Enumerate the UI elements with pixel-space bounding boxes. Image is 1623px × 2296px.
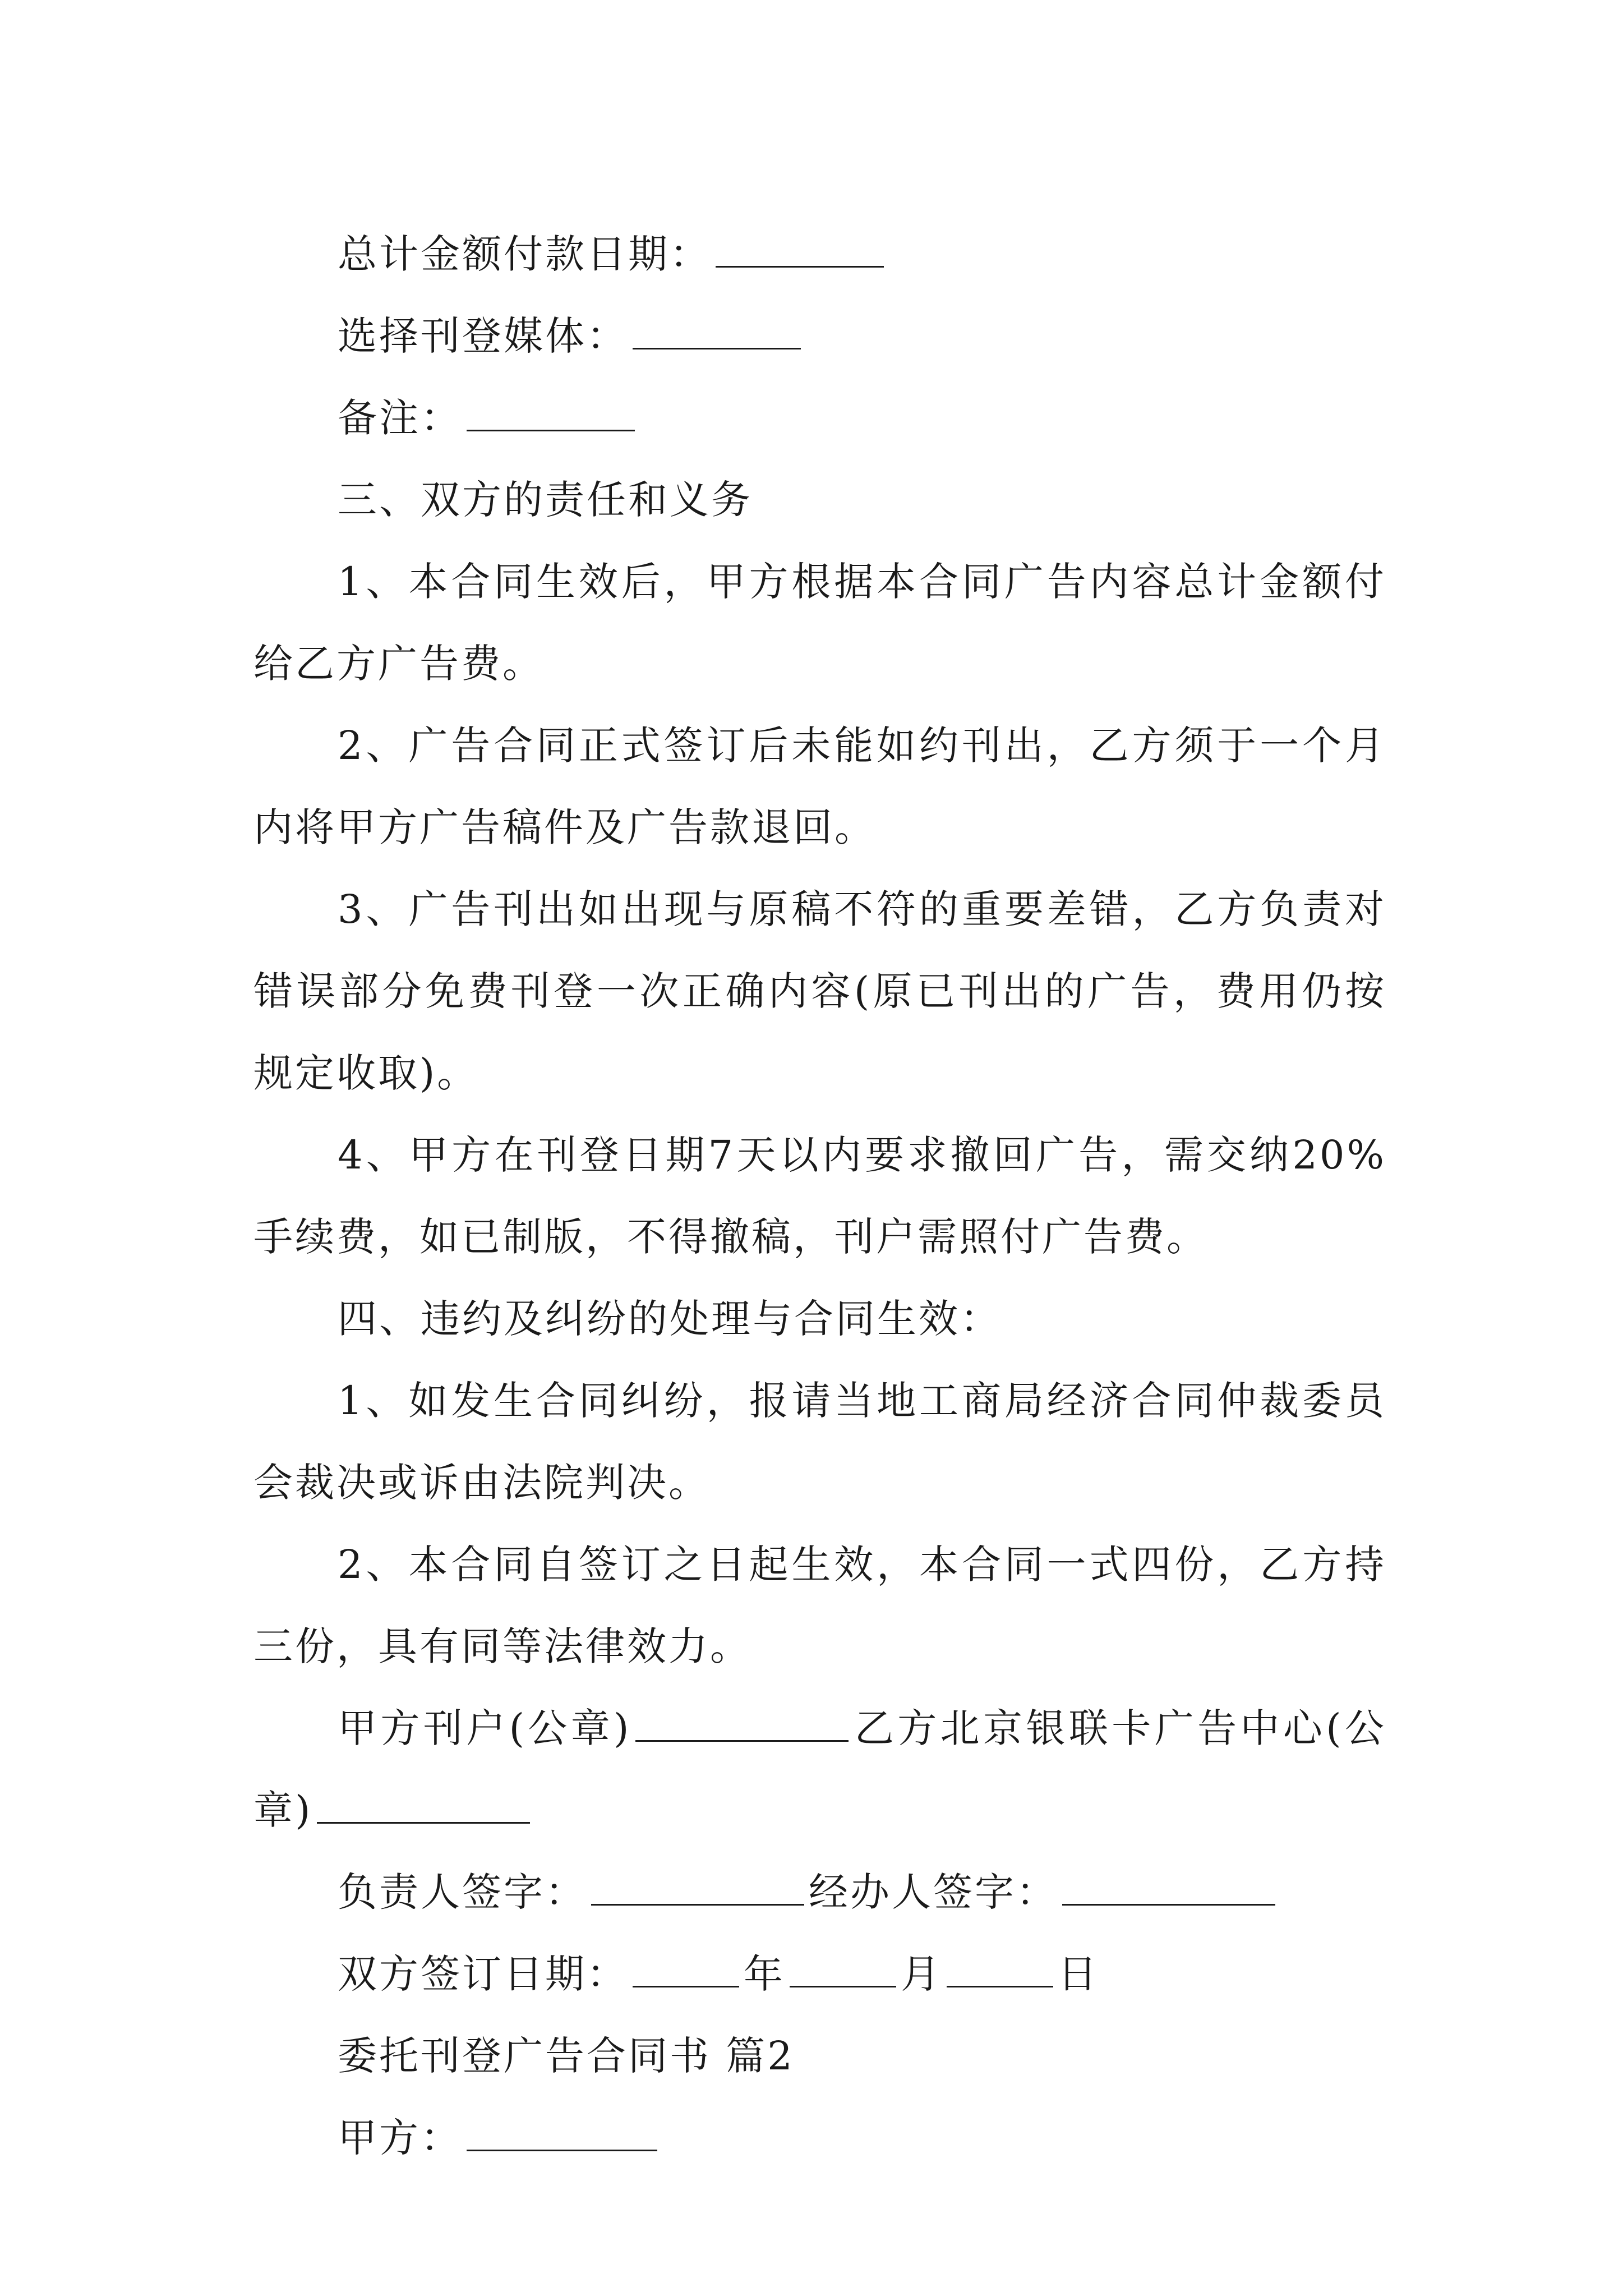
section-3-item-4: 4、甲方在刊登日期7天以内要求撤回广告，需交纳20%手续费，如已制版，不得撤稿，刊户需照付广告费。: [253, 1132, 1386, 1260]
month-label: 月: [901, 1951, 942, 1997]
year-label: 年: [744, 1951, 785, 1997]
document-body: [253, 213, 1386, 2179]
section-3-item-1: 1、本合同生效后，甲方根据本合同广告内容总计金额付给乙方广告费。: [253, 559, 1386, 687]
section-3-title: 三、双方的责任和义务: [338, 477, 753, 523]
section-4-title: 四、违约及纠纷的处理与合同生效：: [338, 1296, 1002, 1342]
signature-line: [253, 1851, 1386, 1933]
responsible-sign-label: 负责人签字：: [338, 1869, 587, 1915]
media-blank: [633, 313, 801, 349]
total-payment-date-label: 总计金额付款日期：: [338, 231, 711, 277]
day-label: 日: [1058, 1951, 1099, 1997]
seal-paragraph: [253, 1687, 1386, 1851]
party-b-seal-suffix: (公章): [253, 1705, 1387, 1833]
party-a-label: 甲方：: [338, 2115, 462, 2161]
sign-date-line: [253, 1933, 1386, 2015]
section-3-item-2: 2、广告合同正式签订后未能如约刊出，乙方须于一个月内将甲方广告稿件及广告款退回。: [253, 723, 1386, 850]
party-b-seal-blank: [317, 1787, 530, 1824]
section-4-item-1: 1、如发生合同纠纷，报请当地工商局经济合同仲裁委员会裁决或诉由法院判决。: [253, 1378, 1386, 1506]
remarks-blank: [467, 395, 635, 431]
handler-sign-blank: [1062, 1869, 1275, 1906]
media-label: 选择刊登媒体：: [338, 313, 628, 359]
media-line: [253, 295, 1386, 377]
article-2-title: 委托刊登广告合同书 篇2: [338, 2033, 795, 2079]
remarks-label: 备注：: [338, 395, 462, 441]
day-blank: [947, 1951, 1053, 1987]
party-a-line: [253, 2097, 1386, 2179]
section-4-item-2: 2、本合同自签订之日起生效，本合同一式四份，乙方持三份，具有同等法律效力。: [253, 1542, 1386, 1669]
handler-sign-label: 经办人签字：: [809, 1869, 1058, 1915]
remarks-line: [253, 377, 1386, 459]
total-payment-date-line: [253, 213, 1386, 295]
section-3-item-3: 3、广告刊出如出现与原稿不符的重要差错，乙方负责对错误部分免费刊登一次正确内容(原已刊出的广告，费用仍按规定收取)。: [253, 886, 1386, 1096]
sign-date-label: 双方签订日期：: [338, 1951, 628, 1997]
party-a-blank: [467, 2115, 657, 2151]
party-a-seal-label: 甲方刊户(公章): [338, 1705, 631, 1751]
month-blank: [790, 1951, 896, 1987]
total-payment-date-blank: [716, 231, 884, 268]
year-blank: [633, 1951, 739, 1987]
party-b-seal-label: 乙方北京银联卡广告中心: [853, 1705, 1326, 1751]
party-a-seal-blank: [635, 1705, 849, 1742]
responsible-sign-blank: [591, 1869, 804, 1906]
